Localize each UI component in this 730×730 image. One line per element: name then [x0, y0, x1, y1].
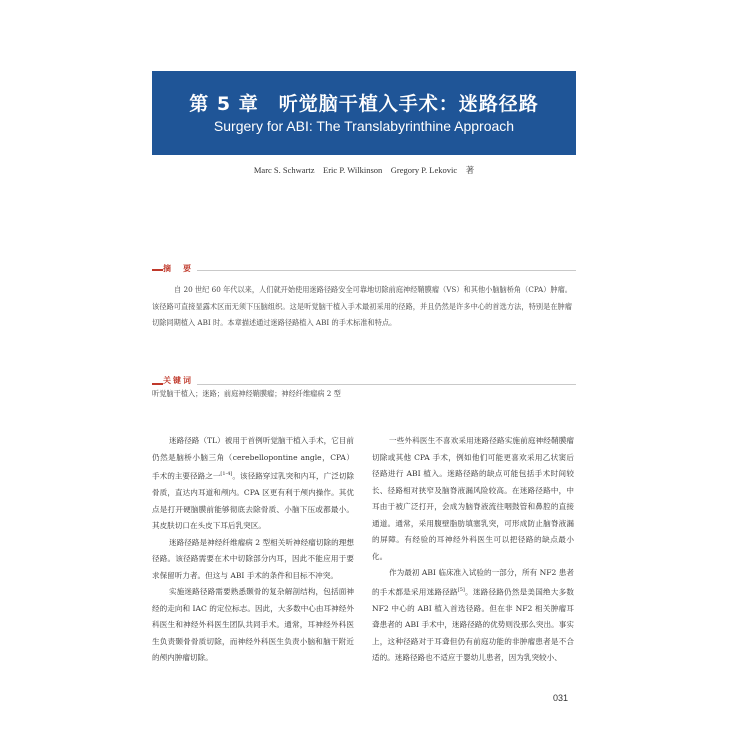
chapter-title-banner [152, 71, 576, 155]
paragraph-text-continued: 但在非 NF2 相关肿瘤耳聋患者的 ABI 手术中，迷路径路的优势则没那么突出。事实上，这种径路对于耳聋但仍有前庭功能的非肿瘤患者是不合适的。迷路径路也不适应于婴幼儿患者，因为乳突较小、 [372, 603, 574, 663]
citation-ref: [5] [457, 586, 465, 593]
chapter-title-english: Surgery for ABI: The Translabyrinthine Approach [213, 118, 515, 134]
body-paragraph [152, 433, 354, 535]
abstract-divider [152, 270, 576, 271]
paragraph-text-tail: 。迷路径路仍然是美国绝大多数 NF2 中心的 ABI 植入首选径路。 [372, 587, 575, 613]
abstract-label: 摘 要 [163, 263, 197, 274]
body-column-right [372, 433, 574, 667]
abstract-text: 自 20 世纪 60 年代以来，人们就开始使用迷路径路安全可靠地切除前庭神经鞘膜瘤（VS）和其他小脑脑桥角（CPA）肿瘤。该径路可直接显露术区而无须下压脑组织。这是听觉脑干植入手术最初采用的径路，并且仍然是许多中心的首选方法，特别是在肿瘤切除同期植入 ABI 时。本章描述通过迷路径路植入 ABI 的手术标准和特点。 [152, 285, 572, 328]
paragraph-text: 迷路径路（TL）被用于首例听觉脑干植入手术，它目前仍然是脑桥小脑三角（cerebellopontine angle，CPA）手术的主要径路之一 [152, 436, 354, 481]
page-number: 031 [553, 693, 569, 703]
keywords-text: 听觉脑干植入；迷路；前庭神经鞘膜瘤；神经纤维瘤病 2 型 [152, 389, 341, 398]
chapter-authors: Marc S. Schwartz Eric P. Wilkinson Gregory P. Lekovic 著 [253, 165, 475, 175]
body-paragraph: 实施迷路径路需要熟悉颞骨的复杂解剖结构，包括面神经的走向和 IAC 的定位标志。因此，大多数中心由耳神经外科医生和神经外科医生团队共同手术。通常，耳神经外科医生负责颞骨骨质切除，而神经外科医生负责小脑和脑干附近的颅内肿瘤切除。 [152, 587, 354, 663]
keywords-label: 关键词 [163, 375, 197, 386]
body-paragraph: 一些外科医生不喜欢采用迷路径路实施前庭神经鞘膜瘤切除或其他 CPA 手术，例如他们可能更喜欢采用乙状窦后径路进行 ABI 植入。迷路径路的缺点可能包括手术时间较长、径路相对狭窄及脑脊液漏风险较高。在迷路径路中，中耳由于被广泛打开，会成为脑脊液流往咽鼓管和鼻腔的直接通道。通常，采用腹壁脂肪填塞乳突，可形成防止脑脊液漏的屏障。有经验的耳神经外科医生可以把径路的缺点最小化。 [372, 436, 574, 561]
body-paragraph [372, 565, 574, 667]
citation-ref: [1-4] [220, 471, 233, 477]
paragraph-text: 作为最初 ABI 临床准入试验的一部分，所有 NF2 患者的手术都是采用迷路径路 [372, 568, 574, 597]
body-paragraph: 迷路径路是神经纤维瘤病 2 型相关听神经瘤切除的理想径路。该径路需要在术中切除部分内耳，因此不能应用于要求保留听力者。但这与 ABI 手术的条件和目标不冲突。 [152, 537, 354, 580]
keywords-divider [152, 384, 576, 385]
body-column-left [152, 433, 354, 667]
paragraph-text-tail: 。该径路穿过乳突和内耳，广泛切除骨质，直达内耳道和颅内。CPA 区更有利于颅内操作。其优点是打开硬脑膜前能够彻底去除骨质、小脑下压或都最小。其皮肤切口在头皮下耳后乳突区。 [152, 471, 355, 531]
chapter-title-chinese: 第 5 章 听觉脑干植入手术：迷路径路 [189, 93, 539, 115]
